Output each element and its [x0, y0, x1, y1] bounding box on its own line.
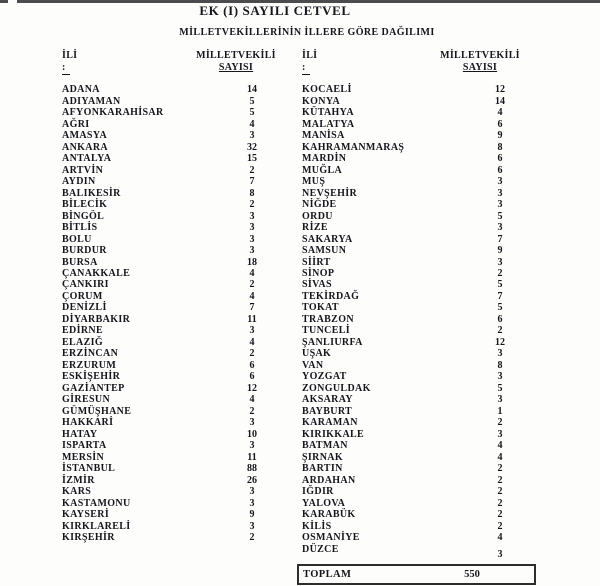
table-row: [302, 337, 520, 348]
left-count-header-line1: MİLLETVEKİLİ: [196, 50, 276, 61]
deputy-count: 3: [249, 497, 255, 509]
province-name: TRABZON: [302, 313, 354, 325]
table-row: [302, 383, 520, 394]
table-row: [302, 187, 520, 198]
deputy-count: 2: [249, 199, 255, 211]
deputy-count: 2: [497, 509, 503, 521]
table-row: [62, 348, 272, 359]
deputy-count: 2: [497, 486, 503, 498]
deputy-count: 3: [249, 325, 255, 337]
province-name: MALATYA: [302, 118, 355, 130]
deputy-count: 2: [497, 417, 503, 429]
province-name: SİİRT: [302, 256, 331, 268]
table-row: [62, 187, 272, 198]
table-row: [62, 141, 272, 152]
deputy-count: 8: [249, 187, 255, 199]
province-name: TUNCELİ: [302, 325, 351, 337]
province-name: ESKİŞEHİR: [62, 371, 121, 383]
deputy-count: 32: [247, 141, 257, 153]
province-name: ERZİNCAN: [62, 348, 119, 360]
table-row: [302, 532, 520, 543]
deputy-count: 9: [249, 509, 255, 521]
deputy-count: 12: [495, 84, 505, 96]
deputy-count: 12: [247, 382, 257, 394]
deputy-count: 4: [249, 290, 255, 302]
table-row: [302, 543, 520, 560]
table-row: [302, 452, 520, 463]
province-name: ŞIRNAK: [302, 451, 343, 463]
deputy-count: 4: [497, 440, 503, 452]
province-name: GİRESUN: [62, 394, 111, 406]
table-row: [302, 107, 520, 118]
deputy-count: 15: [247, 153, 257, 165]
table-row: [302, 325, 520, 336]
province-name: ADANA: [62, 84, 100, 96]
table-row: [62, 245, 272, 256]
province-name: ANTALYA: [62, 153, 112, 165]
deputy-count: 3: [497, 256, 503, 268]
table-row: [62, 360, 272, 371]
province-name: AFYONKARAHİSAR: [62, 107, 164, 119]
table-row: [62, 130, 272, 141]
province-name: BAYBURT: [302, 405, 353, 417]
table-row: [302, 406, 520, 417]
province-name: SAMSUN: [302, 245, 347, 257]
table-row: [62, 279, 272, 290]
table-row: [302, 118, 520, 129]
province-name: ERZURUM: [62, 359, 117, 371]
province-name: ARDAHAN: [302, 474, 356, 486]
table-row: [62, 222, 272, 233]
right-province-header-label: İLİ: [302, 50, 318, 61]
province-name: KIRKLARELİ: [62, 520, 131, 532]
table-row: [62, 474, 272, 485]
province-name: SİNOP: [302, 267, 335, 279]
scan-edge-notch: [8, 0, 17, 3]
table-row: [302, 164, 520, 175]
province-name: MARDİN: [302, 153, 347, 165]
right-count-header-line2: SAYISI: [462, 62, 498, 73]
deputy-count: 3: [497, 222, 503, 234]
table-row: [302, 245, 520, 256]
deputy-count: 3: [249, 440, 255, 452]
table-row: [302, 486, 520, 497]
deputy-count: 18: [247, 256, 257, 268]
province-name: GÜMÜŞHANE: [62, 405, 132, 417]
table-row: [302, 509, 520, 520]
province-name: AKSARAY: [302, 394, 353, 406]
province-name: İSTANBUL: [62, 463, 116, 475]
table-row: [302, 474, 520, 485]
deputy-count: 7: [497, 290, 503, 302]
province-name: OSMANİYE: [302, 532, 360, 544]
table-row: [62, 268, 272, 279]
deputy-count: 3: [497, 371, 503, 383]
province-name: AYDIN: [62, 176, 96, 188]
deputy-count: 2: [249, 405, 255, 417]
deputy-count: 2: [497, 474, 503, 486]
table-row: [62, 497, 272, 508]
deputy-count: 14: [247, 84, 257, 96]
left-province-header: [62, 50, 77, 75]
province-name: ANKARA: [62, 141, 108, 153]
table-row: [302, 440, 520, 451]
table-row: [62, 486, 272, 497]
right-count-header: [410, 50, 550, 74]
deputy-count: 3: [249, 233, 255, 245]
page-title: EK (I) SAYILI CETVEL: [199, 3, 351, 18]
total-label: TOPLAM: [303, 569, 352, 580]
table-row: [302, 210, 520, 221]
table-row: [302, 417, 520, 428]
table-row: [302, 256, 520, 267]
province-name: NEVŞEHİR: [302, 187, 358, 199]
total-box: [297, 564, 536, 585]
deputy-count: 6: [497, 118, 503, 130]
deputy-count: 88: [247, 463, 257, 475]
deputy-count: 3: [249, 417, 255, 429]
table-row: [62, 532, 272, 543]
table-row: [62, 440, 272, 451]
province-name: ISPARTA: [62, 440, 107, 452]
province-name: KIRŞEHİR: [62, 532, 115, 544]
table-row: [62, 337, 272, 348]
deputy-count: 11: [247, 451, 257, 463]
province-name: SAKARYA: [302, 233, 353, 245]
province-name: BATMAN: [302, 440, 348, 452]
province-name: BİNGÖL: [62, 210, 105, 222]
province-name: SİVAS: [302, 279, 332, 291]
table-row: [302, 371, 520, 382]
deputy-count: 5: [249, 95, 255, 107]
deputy-count: 9: [497, 245, 503, 257]
table-row: [62, 429, 272, 440]
province-name: KİLİS: [302, 520, 332, 532]
province-name: ORDU: [302, 210, 333, 222]
province-name: RİZE: [302, 222, 328, 234]
province-name: KONYA: [302, 95, 341, 107]
deputy-count: 4: [249, 394, 255, 406]
province-name: KAHRAMANMARAŞ: [302, 141, 405, 153]
deputy-count: 5: [497, 382, 503, 394]
deputy-count: 14: [495, 95, 505, 107]
deputy-count: 6: [497, 313, 503, 325]
deputy-count: 4: [249, 118, 255, 130]
deputy-count: 3: [497, 187, 503, 199]
deputy-count: 4: [249, 267, 255, 279]
deputy-count: 2: [249, 279, 255, 291]
table-row: [62, 153, 272, 164]
table-row: [302, 360, 520, 371]
province-name: DÜZCE: [302, 543, 339, 555]
deputy-count: 26: [247, 474, 257, 486]
deputy-count: 7: [249, 176, 255, 188]
left-province-header-colon: :: [62, 62, 70, 75]
deputy-count: 2: [497, 325, 503, 337]
deputy-count: 2: [497, 520, 503, 532]
province-name: ARTVİN: [62, 164, 104, 176]
table-row: [302, 302, 520, 313]
table-row: [62, 509, 272, 520]
table-row: [62, 210, 272, 221]
deputy-count: 9: [497, 130, 503, 142]
deputy-count: 3: [497, 176, 503, 188]
province-name: VAN: [302, 359, 324, 371]
table-row: [302, 429, 520, 440]
deputy-count: 4: [249, 336, 255, 348]
province-name: ÇORUM: [62, 290, 103, 302]
table-row: [62, 520, 272, 531]
table-row: [302, 463, 520, 474]
province-name: KOCAELİ: [302, 84, 352, 96]
table-row: [62, 325, 272, 336]
table-row: [62, 95, 272, 106]
province-name: DENİZLİ: [62, 302, 107, 314]
deputy-count: 2: [249, 532, 255, 544]
table-row: [302, 199, 520, 210]
deputy-count: 6: [497, 164, 503, 176]
deputy-count: 3: [497, 428, 503, 440]
deputy-count: 3: [249, 130, 255, 142]
deputy-count: 8: [497, 359, 503, 371]
province-name: İZMİR: [62, 474, 95, 486]
deputy-count: 2: [497, 497, 503, 509]
deputy-count: 3: [249, 486, 255, 498]
table-row: [302, 348, 520, 359]
deputy-count: 5: [249, 107, 255, 119]
deputy-count: 4: [497, 107, 503, 119]
table-row: [62, 314, 272, 325]
table-row: [62, 394, 272, 405]
deputy-count: 2: [249, 348, 255, 360]
province-name: DİYARBAKIR: [62, 313, 131, 325]
table-row: [302, 279, 520, 290]
left-province-header-label: İLİ: [62, 50, 78, 61]
table-row: [302, 141, 520, 152]
province-name: AMASYA: [62, 130, 108, 142]
deputy-count: 3: [249, 210, 255, 222]
province-name: ELAZIĞ: [62, 336, 104, 348]
table-row: [302, 222, 520, 233]
province-name: MUĞLA: [302, 164, 343, 176]
province-name: MUŞ: [302, 176, 326, 188]
table-row: [62, 406, 272, 417]
province-name: GAZİANTEP: [62, 382, 125, 394]
deputy-count: 2: [497, 267, 503, 279]
province-name: BURSA: [62, 256, 98, 268]
province-name: ADIYAMAN: [62, 95, 121, 107]
deputy-count: 3: [249, 245, 255, 257]
table-row: [62, 118, 272, 129]
page-subtitle: MİLLETVEKİLLERİNİN İLLERE GÖRE DAĞILIMI: [179, 27, 435, 38]
province-name: ŞANLIURFA: [302, 336, 363, 348]
deputy-count: 1: [497, 405, 503, 417]
table-row: [302, 233, 520, 244]
right-province-header-colon: :: [302, 62, 310, 75]
deputy-count: 2: [249, 164, 255, 176]
province-name: UŞAK: [302, 348, 332, 360]
province-name: TOKAT: [302, 302, 339, 314]
deputy-count: 3: [249, 222, 255, 234]
province-name: YOZGAT: [302, 371, 347, 383]
province-name: MANİSA: [302, 130, 345, 142]
table-row: [302, 176, 520, 187]
deputy-count: 5: [497, 279, 503, 291]
table-row: [302, 314, 520, 325]
province-name: KARS: [62, 486, 92, 498]
province-name: KAYSERİ: [62, 509, 110, 521]
deputy-count: 3: [497, 394, 503, 406]
province-name: KIRIKKALE: [302, 428, 365, 440]
table-row: [62, 84, 272, 95]
province-name: BİTLİS: [62, 222, 98, 234]
province-name: BARTIN: [302, 463, 343, 475]
table-row: [302, 95, 520, 106]
table-row: [62, 176, 272, 187]
table-row: [62, 371, 272, 382]
deputy-count: 12: [495, 336, 505, 348]
deputy-count: 10: [247, 428, 257, 440]
province-name: KASTAMONU: [62, 497, 131, 509]
province-name: HATAY: [62, 428, 98, 440]
table-row: [302, 291, 520, 302]
deputy-count: 8: [497, 141, 503, 153]
table-row: [302, 497, 520, 508]
province-name: HAKKARİ: [62, 417, 114, 429]
deputy-count: 3: [497, 548, 503, 560]
province-name: ZONGULDAK: [302, 382, 371, 394]
deputy-count: 4: [497, 532, 503, 544]
table-row: [302, 394, 520, 405]
table-row: [62, 463, 272, 474]
table-row: [62, 417, 272, 428]
deputy-count: 7: [497, 233, 503, 245]
province-name: BURDUR: [62, 245, 107, 257]
table-row: [302, 153, 520, 164]
province-name: BOLU: [62, 233, 92, 245]
province-name: MERSİN: [62, 451, 105, 463]
table-row: [62, 452, 272, 463]
table-row: [302, 268, 520, 279]
table-row: [62, 233, 272, 244]
province-name: NİĞDE: [302, 199, 337, 211]
province-name: KÜTAHYA: [302, 107, 354, 119]
deputy-count: 3: [497, 199, 503, 211]
deputy-count: 11: [247, 313, 257, 325]
deputy-count: 7: [249, 302, 255, 314]
table-row: [302, 84, 520, 95]
province-name: ÇANKIRI: [62, 279, 109, 291]
province-name: ÇANAKKALE: [62, 267, 131, 279]
table-row: [62, 291, 272, 302]
table-row: [62, 164, 272, 175]
deputy-count: 4: [497, 451, 503, 463]
deputy-count: 2: [497, 463, 503, 475]
table-row: [62, 256, 272, 267]
province-name: AĞRI: [62, 118, 90, 130]
deputy-count: 6: [497, 153, 503, 165]
province-name: TEKİRDAĞ: [302, 290, 360, 302]
deputy-count: 3: [249, 520, 255, 532]
province-name: BİLECİK: [62, 199, 108, 211]
right-province-table: [302, 84, 520, 560]
left-province-table: [62, 84, 272, 543]
total-value: 550: [464, 569, 480, 580]
table-row: [62, 383, 272, 394]
province-name: YALOVA: [302, 497, 346, 509]
table-row: [62, 199, 272, 210]
province-name: EDİRNE: [62, 325, 103, 337]
province-name: BALIKESİR: [62, 187, 121, 199]
deputy-count: 3: [497, 348, 503, 360]
province-name: KARAMAN: [302, 417, 358, 429]
table-row: [302, 130, 520, 141]
deputy-count: 5: [497, 302, 503, 314]
right-count-header-line1: MİLLETVEKİLİ: [440, 50, 520, 61]
province-name: IĞDIR: [302, 486, 334, 498]
deputy-count: 6: [249, 359, 255, 371]
left-count-header-line2: SAYISI: [218, 62, 254, 73]
table-row: [302, 520, 520, 531]
province-name: KARABÜK: [302, 509, 356, 521]
deputy-count: 5: [497, 210, 503, 222]
left-count-header: [166, 50, 306, 74]
table-row: [62, 302, 272, 313]
table-row: [62, 107, 272, 118]
deputy-count: 6: [249, 371, 255, 383]
right-province-header: [302, 50, 317, 75]
